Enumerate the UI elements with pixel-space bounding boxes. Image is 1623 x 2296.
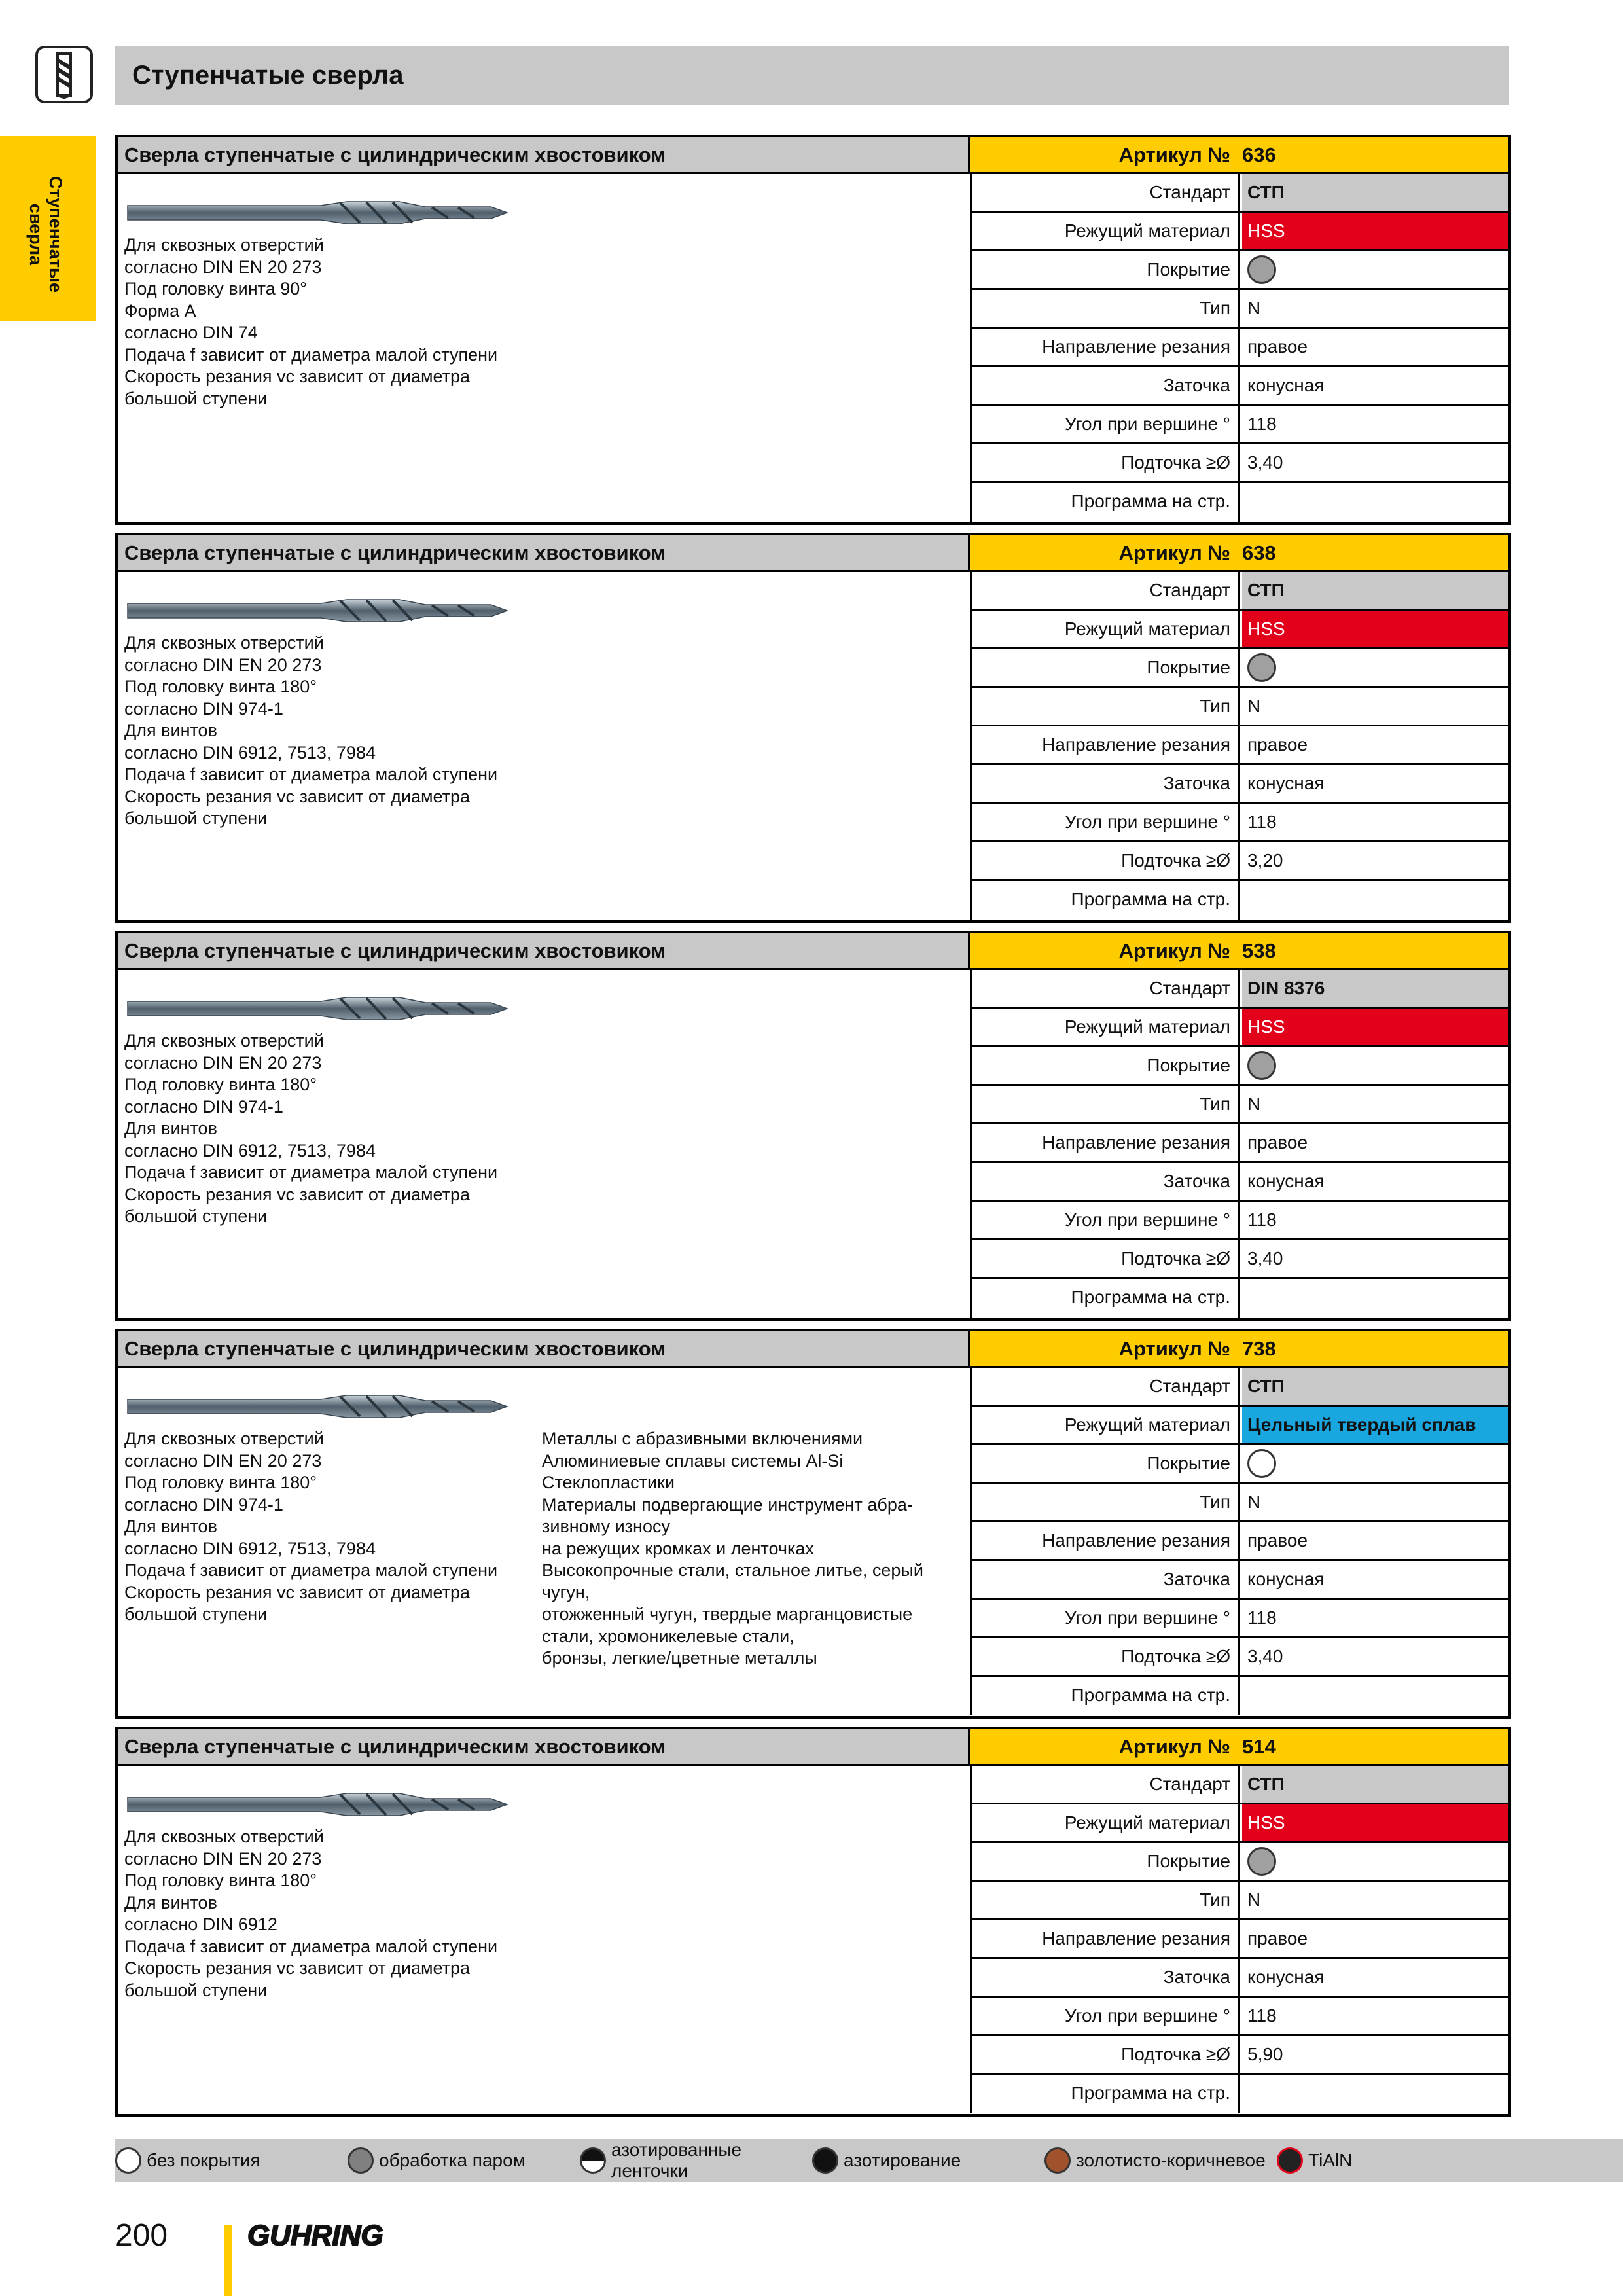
spec-label: Подточка ≥Ø — [972, 842, 1240, 879]
spec-value-cell — [1242, 765, 1508, 802]
article-label: Артикул № — [1118, 1337, 1230, 1360]
spec-value-cell — [1242, 688, 1508, 725]
footer-accent — [224, 2225, 232, 2296]
article-bar — [970, 1331, 1508, 1368]
product-block-538 — [115, 931, 1511, 1321]
spec-row-standard — [972, 970, 1508, 1009]
spec-row-angle — [972, 1998, 1508, 2036]
spec-value-cell — [1242, 1202, 1508, 1238]
legend-label: TiAlN — [1308, 2150, 1353, 2170]
sharpening-value: конусная — [1247, 1171, 1325, 1191]
spec-value-cell — [1242, 1522, 1508, 1559]
spec-row-program — [972, 1279, 1508, 1318]
spec-row-standard — [972, 572, 1508, 611]
block-title-bar — [118, 933, 970, 970]
spec-row-undercut — [972, 842, 1508, 881]
legend-item — [1044, 2139, 1266, 2182]
spec-value-cell — [1242, 213, 1508, 249]
spec-value-cell — [1242, 1240, 1508, 1277]
spec-row-angle — [972, 804, 1508, 842]
sharpening-value: конусная — [1247, 375, 1325, 395]
drill-image — [124, 588, 510, 634]
spec-value-cell — [1242, 1882, 1508, 1918]
spec-label: Тип — [972, 1086, 1240, 1122]
standard-value: СТП — [1247, 1376, 1285, 1396]
block-description: Для сквозных отверстий согласно DIN EN 20 273 Под головку винта 180° согласно DIN 974-1 Для винтов согласно DIN 6912, 7513, 7984 Подача f зависит от диаметра малой ступени Скорость резания vc зависит от диаметра большой ступени — [124, 1031, 498, 1226]
steam-treated-icon — [1247, 1051, 1276, 1080]
spec-label: Заточка — [972, 1163, 1240, 1200]
material-value: Цельный твердый сплав — [1247, 1414, 1476, 1435]
spec-label: Угол при вершине ° — [972, 1600, 1240, 1636]
legend-item — [115, 2139, 260, 2182]
drill-image — [124, 1782, 510, 1827]
spec-label: Режущий материал — [972, 611, 1240, 647]
spec-value-cell — [1242, 483, 1508, 522]
standard-value: СТП — [1247, 1774, 1285, 1794]
type-value: N — [1247, 696, 1261, 716]
angle-value: 118 — [1247, 1210, 1277, 1230]
spec-label: Тип — [972, 1882, 1240, 1918]
spec-row-direction — [972, 329, 1508, 367]
legend-item — [812, 2139, 961, 2182]
sharpening-value: конусная — [1247, 1967, 1325, 1987]
article-number: 636 — [1242, 143, 1276, 166]
spec-label: Программа на стр. — [972, 881, 1240, 920]
spec-row-sharpening — [972, 765, 1508, 804]
spec-value-cell — [1242, 1445, 1508, 1482]
spec-value-cell — [1242, 406, 1508, 442]
spec-label: Подточка ≥Ø — [972, 1638, 1240, 1675]
spec-value-cell — [1242, 1959, 1508, 1996]
type-value: N — [1247, 1094, 1261, 1114]
undercut-value: 3,40 — [1247, 1646, 1283, 1666]
section-tab-label: Ступенчатые сверла — [26, 175, 65, 293]
block-title: Сверла ступенчатые с цилиндрическим хвостовиком — [124, 1336, 666, 1360]
spec-label: Угол при вершине ° — [972, 804, 1240, 840]
spec-label: Угол при вершине ° — [972, 406, 1240, 442]
direction-value: правое — [1247, 336, 1308, 357]
product-block-738 — [115, 1329, 1511, 1719]
legend-label: обработка паром — [379, 2150, 526, 2170]
legend-item — [348, 2139, 526, 2182]
spec-label: Тип — [972, 290, 1240, 327]
material-value: HSS — [1247, 619, 1285, 639]
block-title-bar — [118, 137, 970, 174]
spec-label: Заточка — [972, 765, 1240, 802]
direction-value: правое — [1247, 1132, 1308, 1153]
spec-table — [970, 970, 1508, 1318]
spec-row-angle — [972, 406, 1508, 444]
spec-label: Стандарт — [972, 1368, 1240, 1405]
article-bar — [970, 933, 1508, 970]
spec-label: Стандарт — [972, 1766, 1240, 1803]
legend-label: азотированные ленточки — [611, 2140, 742, 2181]
direction-value: правое — [1247, 734, 1308, 755]
brand-text: GUHRING — [247, 2219, 383, 2250]
spec-label: Тип — [972, 1484, 1240, 1520]
article-number: 538 — [1242, 939, 1276, 962]
spec-value-cell — [1242, 2075, 1508, 2113]
spec-value-cell — [1242, 881, 1508, 920]
spec-value-cell — [1242, 1009, 1508, 1045]
spec-row-direction — [972, 1920, 1508, 1959]
spec-row-standard — [972, 1368, 1508, 1407]
steam-treated-icon — [1247, 653, 1276, 682]
material-value: HSS — [1247, 1812, 1285, 1833]
spec-label: Стандарт — [972, 174, 1240, 211]
sharpening-value: конусная — [1247, 1569, 1325, 1589]
type-value: N — [1247, 1890, 1261, 1910]
spec-label: Направление резания — [972, 726, 1240, 763]
block-description: Для сквозных отверстий согласно DIN EN 20 273 Под головку винта 180° Для винтов согласно DIN 6912 Подача f зависит от диаметра малой ступени Скорость резания vc зависит от диаметра большой ступени — [124, 1827, 498, 2000]
steam-treated-icon — [1247, 255, 1276, 284]
article-bar — [970, 535, 1508, 572]
spec-value-cell — [1242, 1677, 1508, 1715]
undercut-value: 3,20 — [1247, 850, 1283, 870]
page-number: 200 — [115, 2218, 168, 2253]
spec-row-undercut — [972, 1240, 1508, 1279]
spec-label: Тип — [972, 688, 1240, 725]
spec-label: Заточка — [972, 367, 1240, 404]
spec-label: Покрытие — [972, 1843, 1240, 1880]
spec-label: Стандарт — [972, 970, 1240, 1007]
block-title: Сверла ступенчатые с цилиндрическим хвостовиком — [124, 939, 666, 962]
spec-value-cell — [1242, 1804, 1508, 1841]
undercut-value: 5,90 — [1247, 2044, 1283, 2064]
spec-label: Режущий материал — [972, 1804, 1240, 1841]
spec-label: Направление резания — [972, 1124, 1240, 1161]
spec-row-direction — [972, 1124, 1508, 1163]
spec-row-standard — [972, 1766, 1508, 1804]
article-label: Артикул № — [1118, 143, 1230, 166]
drill-logo — [35, 46, 93, 103]
steam-treated-icon — [348, 2147, 374, 2174]
spec-row-program — [972, 1677, 1508, 1715]
legend-label: золотисто-коричневое — [1076, 2150, 1266, 2170]
drill-image — [124, 986, 510, 1031]
undercut-value: 3,40 — [1247, 1248, 1283, 1268]
spec-value-cell — [1242, 726, 1508, 763]
material-value: HSS — [1247, 1016, 1285, 1037]
drill-icon — [38, 48, 90, 101]
spec-value-cell — [1242, 1561, 1508, 1598]
spec-value-cell — [1242, 611, 1508, 647]
spec-value-cell — [1242, 804, 1508, 840]
nitrided-icon — [812, 2147, 838, 2174]
spec-row-angle — [972, 1202, 1508, 1240]
type-value: N — [1247, 1492, 1261, 1512]
spec-value-cell — [1242, 1163, 1508, 1200]
spec-label: Программа на стр. — [972, 1279, 1240, 1318]
article-bar — [970, 137, 1508, 174]
spec-value-cell — [1242, 1484, 1508, 1520]
spec-label: Стандарт — [972, 572, 1240, 609]
spec-label: Программа на стр. — [972, 483, 1240, 522]
spec-row-program — [972, 2075, 1508, 2113]
standard-value: DIN 8376 — [1247, 978, 1325, 998]
spec-value-cell — [1242, 1124, 1508, 1161]
spec-label: Режущий материал — [972, 1009, 1240, 1045]
spec-label: Угол при вершине ° — [972, 1998, 1240, 2034]
block-title-bar — [118, 535, 970, 572]
spec-label: Угол при вершине ° — [972, 1202, 1240, 1238]
spec-label: Подточка ≥Ø — [972, 444, 1240, 481]
product-block-638 — [115, 533, 1511, 923]
block-title: Сверла ступенчатые с цилиндрическим хвостовиком — [124, 541, 666, 564]
spec-row-coating — [972, 1047, 1508, 1086]
spec-row-material — [972, 1804, 1508, 1843]
undercut-value: 3,40 — [1247, 452, 1283, 473]
spec-value-cell — [1242, 2036, 1508, 2073]
spec-label: Покрытие — [972, 1047, 1240, 1084]
spec-label: Заточка — [972, 1959, 1240, 1996]
block-description: Для сквозных отверстий согласно DIN EN 20 273 Под головку винта 90° Форма А согласно DIN 74 Подача f зависит от диаметра малой ступени Скорость резания vc зависит от диаметра большой ступени — [124, 235, 498, 408]
spec-row-standard — [972, 174, 1508, 213]
spec-row-sharpening — [972, 1959, 1508, 1998]
spec-row-type — [972, 1484, 1508, 1522]
tialn-icon — [1277, 2147, 1303, 2174]
spec-row-program — [972, 483, 1508, 522]
spec-row-sharpening — [972, 1561, 1508, 1600]
article-bar — [970, 1729, 1508, 1766]
spec-value-cell — [1242, 329, 1508, 365]
angle-value: 118 — [1247, 812, 1277, 832]
spec-row-sharpening — [972, 367, 1508, 406]
spec-value-cell — [1242, 1998, 1508, 2034]
spec-row-angle — [972, 1600, 1508, 1638]
uncoated-icon — [115, 2147, 141, 2174]
spec-row-coating — [972, 251, 1508, 290]
spec-row-material — [972, 1407, 1508, 1445]
legend-label: без покрытия — [147, 2150, 260, 2170]
spec-value-cell — [1242, 1920, 1508, 1957]
spec-table — [970, 1368, 1508, 1715]
spec-row-direction — [972, 726, 1508, 765]
spec-row-sharpening — [972, 1163, 1508, 1202]
spec-value-cell — [1242, 290, 1508, 327]
drill-image — [124, 1384, 510, 1429]
article-number: 738 — [1242, 1337, 1276, 1360]
spec-row-material — [972, 1009, 1508, 1047]
spec-value-cell — [1242, 1047, 1508, 1084]
angle-value: 118 — [1247, 414, 1277, 434]
spec-label: Программа на стр. — [972, 2075, 1240, 2113]
legend-item — [1277, 2139, 1352, 2182]
coating-legend — [115, 2139, 1623, 2182]
legend-item — [580, 2139, 755, 2182]
block-description: Для сквозных отверстий согласно DIN EN 20 273 Под головку винта 180° согласно DIN 974-1 Для винтов согласно DIN 6912, 7513, 7984 Подача f зависит от диаметра малой ступени Скорость резания vc зависит от диаметра большой ступени — [124, 633, 498, 828]
spec-label: Заточка — [972, 1561, 1240, 1598]
article-label: Артикул № — [1118, 541, 1230, 564]
spec-label: Покрытие — [972, 649, 1240, 686]
angle-value: 118 — [1247, 2005, 1277, 2026]
spec-table — [970, 572, 1508, 920]
steam-treated-icon — [1247, 1847, 1276, 1876]
spec-label: Подточка ≥Ø — [972, 1240, 1240, 1277]
spec-row-material — [972, 611, 1508, 649]
angle-value: 118 — [1247, 1607, 1277, 1628]
spec-value-cell — [1242, 1279, 1508, 1318]
spec-row-type — [972, 290, 1508, 329]
spec-value-cell — [1242, 1843, 1508, 1880]
spec-value-cell — [1242, 444, 1508, 481]
article-number: 638 — [1242, 541, 1276, 564]
spec-value-cell — [1242, 572, 1508, 609]
spec-row-program — [972, 881, 1508, 920]
spec-value-cell — [1242, 970, 1508, 1007]
spec-value-cell — [1242, 1766, 1508, 1803]
spec-label: Направление резания — [972, 1522, 1240, 1559]
nitrided-lands-icon — [580, 2147, 606, 2174]
spec-label: Покрытие — [972, 251, 1240, 288]
section-tab — [0, 136, 96, 321]
spec-row-coating — [972, 649, 1508, 688]
product-block-514 — [115, 1727, 1511, 2117]
spec-label: Покрытие — [972, 1445, 1240, 1482]
drill-image — [124, 190, 510, 236]
block-title-bar — [118, 1729, 970, 1766]
material-value: HSS — [1247, 221, 1285, 241]
spec-row-type — [972, 1086, 1508, 1124]
article-number: 514 — [1242, 1735, 1276, 1758]
spec-value-cell — [1242, 367, 1508, 404]
spec-value-cell — [1242, 174, 1508, 211]
brand-logo — [247, 2217, 444, 2250]
spec-value-cell — [1242, 1407, 1508, 1443]
spec-value-cell — [1242, 251, 1508, 288]
spec-row-type — [972, 688, 1508, 726]
page-title: Ступенчатые сверла — [132, 60, 404, 90]
legend-label: азотирование — [844, 2150, 961, 2170]
block-title: Сверла ступенчатые с цилиндрическим хвостовиком — [124, 1734, 666, 1758]
standard-value: СТП — [1247, 182, 1285, 202]
spec-row-undercut — [972, 1638, 1508, 1677]
spec-table — [970, 174, 1508, 522]
block-materials: Металлы с абразивными включениями Алюминиевые сплавы системы Al-Si Стеклопластики Материалы подвергающие инструмент абра- зивному износу на режущих кромках и ленточках Высокопрочные стали, стальное литье, серый чугун, отожженный чугун, твердые марганцовистые стали, хромоникелевые стали, бронзы, легкие/цветные металлы — [542, 1429, 923, 1668]
spec-value-cell — [1242, 1368, 1508, 1405]
spec-row-type — [972, 1882, 1508, 1920]
spec-label: Направление резания — [972, 329, 1240, 365]
spec-row-undercut — [972, 2036, 1508, 2075]
standard-value: СТП — [1247, 580, 1285, 600]
page-header — [115, 46, 1509, 105]
direction-value: правое — [1247, 1530, 1308, 1551]
spec-label: Режущий материал — [972, 1407, 1240, 1443]
article-label: Артикул № — [1118, 1735, 1230, 1758]
spec-value-cell — [1242, 1086, 1508, 1122]
article-label: Артикул № — [1118, 939, 1230, 962]
block-title-bar — [118, 1331, 970, 1368]
sharpening-value: конусная — [1247, 773, 1325, 793]
spec-value-cell — [1242, 1600, 1508, 1636]
spec-label: Направление резания — [972, 1920, 1240, 1957]
spec-row-material — [972, 213, 1508, 251]
spec-row-direction — [972, 1522, 1508, 1561]
type-value: N — [1247, 298, 1261, 318]
spec-label: Программа на стр. — [972, 1677, 1240, 1715]
spec-row-undercut — [972, 444, 1508, 483]
gold-brown-icon — [1044, 2147, 1071, 2174]
spec-table — [970, 1766, 1508, 2113]
spec-row-coating — [972, 1843, 1508, 1882]
spec-value-cell — [1242, 1638, 1508, 1675]
spec-row-coating — [972, 1445, 1508, 1484]
block-title: Сверла ступенчатые с цилиндрическим хвостовиком — [124, 143, 666, 166]
spec-value-cell — [1242, 842, 1508, 879]
spec-label: Подточка ≥Ø — [972, 2036, 1240, 2073]
uncoated-icon — [1247, 1449, 1276, 1478]
product-block-636 — [115, 135, 1511, 525]
spec-label: Режущий материал — [972, 213, 1240, 249]
spec-value-cell — [1242, 649, 1508, 686]
direction-value: правое — [1247, 1928, 1308, 1948]
block-description: Для сквозных отверстий согласно DIN EN 20 273 Под головку винта 180° согласно DIN 974-1 Для винтов согласно DIN 6912, 7513, 7984 Подача f зависит от диаметра малой ступени Скорость резания vc зависит от диаметра большой ступени — [124, 1429, 498, 1624]
